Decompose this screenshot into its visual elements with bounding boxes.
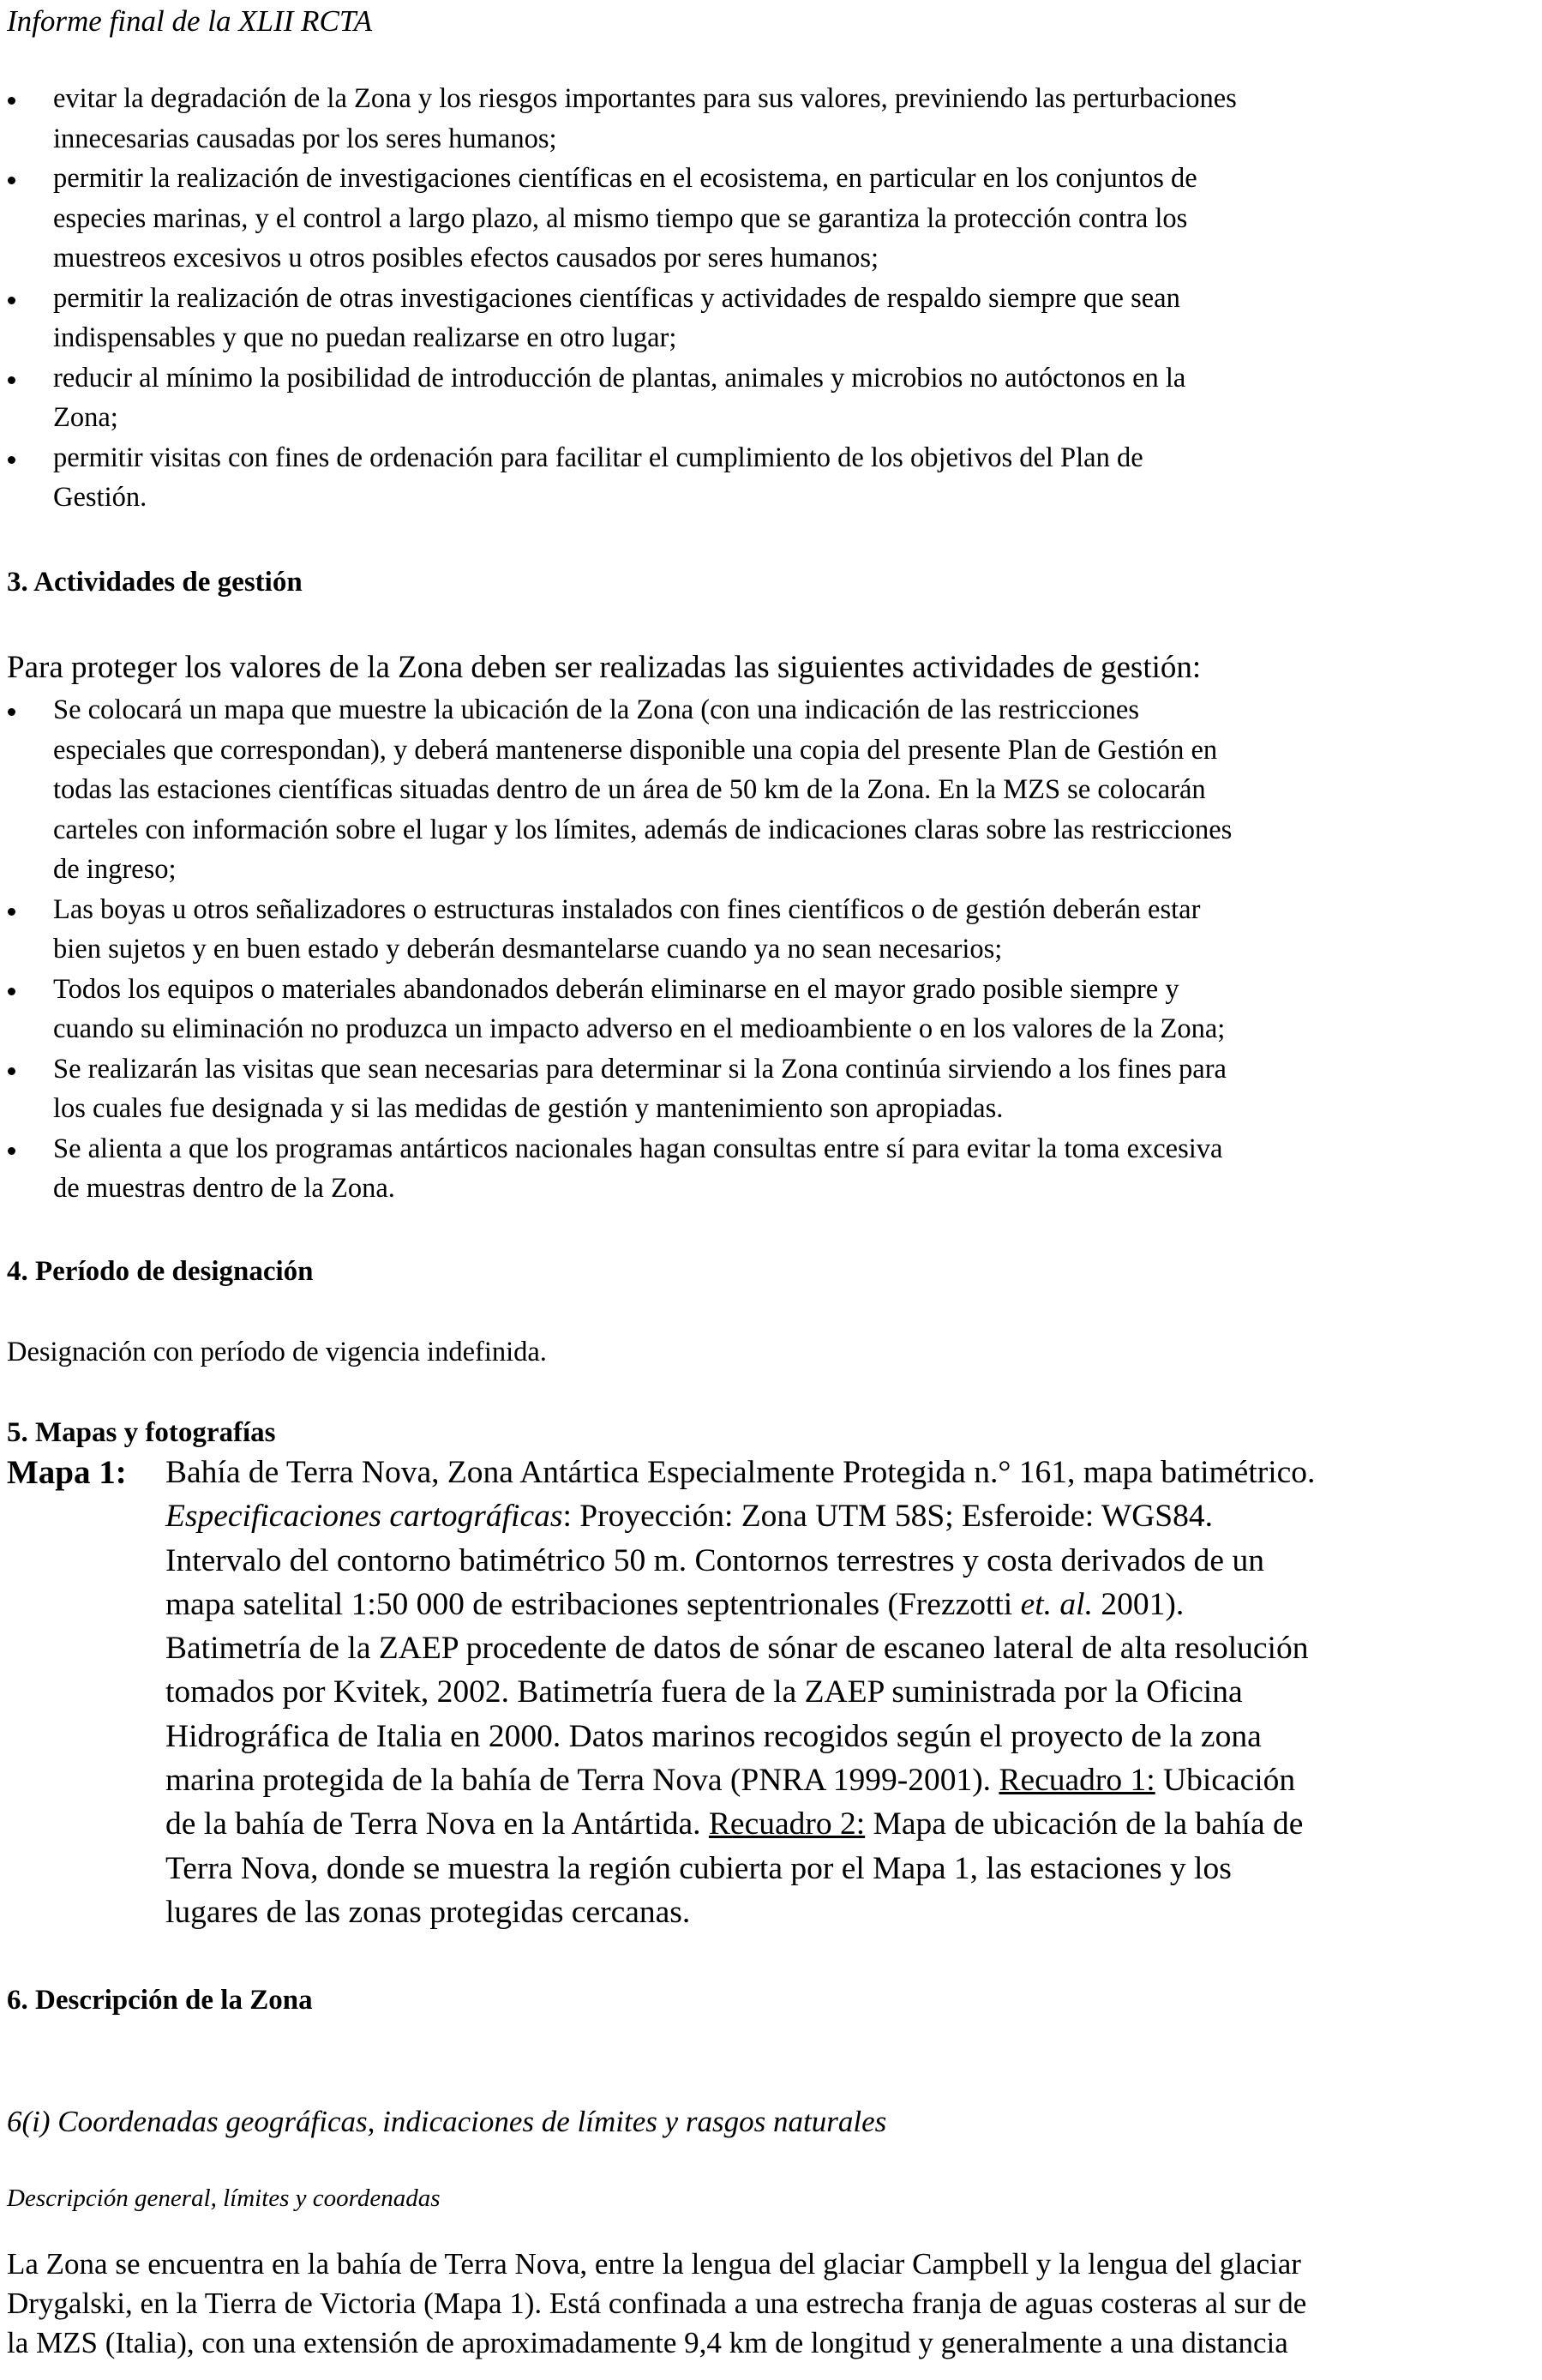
section-4-heading: 4. Período de designación	[7, 1256, 314, 1287]
section-5-heading: 5. Mapas y fotografías	[7, 1417, 276, 1448]
list-item: evitar la degradación de la Zona y los riesgos importantes para sus valores, previniendo las perturbaciones innecesarias causadas por los seres humanos;	[0, 79, 1534, 159]
list-item: Las boyas u otros señalizadores o estructuras instalados con fines científicos o de gestión deberán estar bien sujetos y en buen estado y deberán desmantelarse cuando ya no sean necesarios;	[0, 890, 1534, 970]
list-item: permitir la realización de otras investigaciones científicas y actividades de respaldo siempre que sean indispensables y que no puedan realizarse en otro lugar;	[0, 279, 1534, 358]
list-item: reducir al mínimo la posibilidad de introducción de plantas, animales y microbios no autóctonos en la Zona;	[0, 358, 1534, 438]
section-6-subsubheading: Descripción general, límites y coordenadas	[7, 2185, 441, 2212]
list-item: Todos los equipos o materiales abandonados deberán eliminarse en el mayor grado posible siempre y cuando su eliminación no produzca un impacto adverso en el medioambiente o en los valores de la Zona;	[0, 970, 1534, 1049]
map-caption: Bahía de Terra Nova, Zona Antártica Especialmente Protegida n.° 161, mapa batimétrico. Especificaciones cartográficas: Proyección: Zona UTM 58S; Esferoide: WGS84. Intervalo del contorno batimétrico 50 m. Contornos terrestres y costa derivados de un mapa satelital 1:50 000 de estribaciones septentrionales (Frezzotti et. al. 2001). Batimetría de la ZAEP procedente de datos de sónar de escaneo lateral de alta resolución tomados por Kvitek, 2002. Batimetría fuera de la ZAEP suministrada por la Oficina Hidrográfica de Italia en 2000. Datos marinos recogidos según el proyecto de la zona marina protegida de la bahía de Terra Nova (PNRA 1999-2001). Recuadro 1: Ubicación de la bahía de Terra Nova en la Antártida. Recuadro 2: Mapa de ubicación de la bahía de Terra Nova, donde se muestra la región cubierta por el Mapa 1, las estaciones y los lugares de las zonas protegidas cercanas.	[165, 1455, 1316, 1930]
inset-1-reference: Recuadro 1:	[999, 1763, 1155, 1799]
list-item: Se colocará un mapa que muestre la ubicación de la Zona (con una indicación de las restricciones especiales que correspondan), y deberá mantenerse disponible una copia del presente Plan de Gestión en todas las estaciones científicas situadas dentro de un área de 50 km de la Zona. En la MZS se colocarán carteles con información sobre el lugar y los límites, además de indicaciones claras sobre las restricciones de ingreso;	[0, 690, 1534, 890]
running-header: Informe final de la XLII RCTA	[7, 4, 373, 38]
list-item: permitir visitas con fines de ordenación para facilitar el cumplimiento de los objetivos del Plan de Gestión.	[0, 438, 1534, 518]
section-6-paragraph: La Zona se encuentra en la bahía de Terra Nova, entre la lengua del glaciar Campbell y la lengua del glaciar Drygalski, en la Tierra de Victoria (Mapa 1). Está confinada a una estrecha franja de aguas costeras al sur de la MZS (Italia), con una extensión de aproximadamente 9,4 km de longitud y generalmente a una distancia	[7, 2247, 1307, 2359]
list-item: permitir la realización de investigaciones científicas en el ecosistema, en particular en los conjuntos de especies marinas, y el control a largo plazo, al mismo tiempo que se garantiza la protección contra los muestreos excesivos u otros posibles efectos causados por seres humanos;	[0, 159, 1534, 279]
objectives-list	[0, 79, 1534, 518]
section-4-text: Designación con período de vigencia indefinida.	[7, 1337, 547, 1367]
inset-2-reference: Recuadro 2:	[708, 1806, 866, 1842]
list-item: Se alienta a que los programas antárticos nacionales hagan consultas entre sí para evitar la toma excesiva de muestras dentro de la Zona.	[0, 1129, 1534, 1209]
management-activities-list	[0, 690, 1534, 1209]
map-label: Mapa 1:	[7, 1454, 127, 1491]
section-6-heading: 6. Descripción de la Zona	[7, 1985, 313, 2016]
section-3-heading: 3. Actividades de gestión	[7, 567, 303, 598]
list-item: Se realizarán las visitas que sean necesarias para determinar si la Zona continúa sirviendo a los fines para los cuales fue designada y si las medidas de gestión y mantenimiento son apropiadas.	[0, 1049, 1534, 1129]
section-6-subheading: 6(i) Coordenadas geográficas, indicaciones de límites y rasgos naturales	[7, 2105, 887, 2138]
section-3-intro: Para proteger los valores de la Zona deben ser realizadas las siguientes actividades de gestión:	[7, 650, 1202, 685]
